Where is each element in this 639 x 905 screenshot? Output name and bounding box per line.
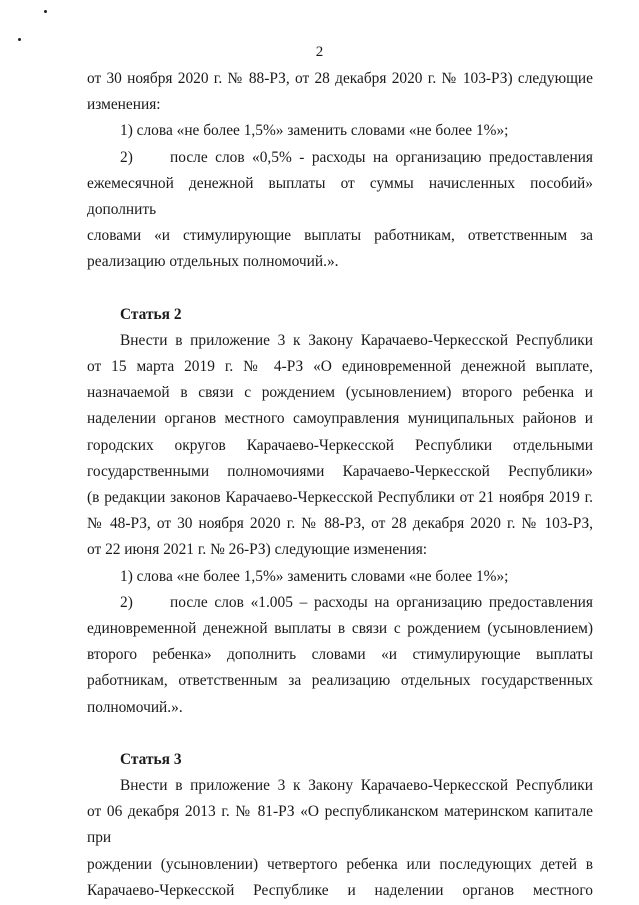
text-line: единовременной денежной выплаты в связи с рождением (усыновлением)	[87, 620, 593, 638]
text-line: назначаемой в связи с рождением (усыновлением) второго ребенка и	[87, 384, 593, 402]
text-line: работникам, ответственным за реализацию отдельных государственных	[87, 672, 593, 690]
text-line: полномочий.».	[87, 698, 183, 716]
page-number: 2	[315, 44, 324, 60]
text-line: (в редакции законов Карачаево-Черкесской Республики от 21 ноября 2019 г.	[87, 489, 593, 507]
document-body	[87, 66, 593, 904]
list-item: 1) слова «не более 1,5%» заменить словами «не более 1%»;	[120, 567, 509, 585]
text-line: Карачаево-Черкесской Республике и наделении органов местного	[87, 881, 593, 899]
list-item	[87, 145, 593, 171]
list-item-text: после слов «0,5% - расходы на организацию предоставления	[170, 148, 593, 166]
text-line: наделении органов местного самоуправления муниципальных районов и	[87, 410, 593, 428]
text-line: Внести в приложение 3 к Закону Карачаево-Черкесской Республики	[120, 777, 593, 795]
text-line: от 15 марта 2019 г. № 4-РЗ «О единовременной денежной выплате,	[87, 358, 593, 376]
text-line: реализацию отдельных полномочий.».	[87, 253, 339, 271]
article-heading: Статья 3	[120, 750, 182, 768]
text-line: № 48-РЗ, от 30 ноября 2020 г. № 88-РЗ, от 28 декабря 2020 г. № 103-РЗ,	[87, 515, 593, 533]
list-item-number: 2)	[120, 148, 133, 166]
text-line: изменения:	[87, 96, 161, 114]
text-line: Внести в приложение 3 к Закону Карачаево-Черкесской Республики	[120, 331, 593, 349]
text-line: городских округов Карачаево-Черкесской Республики отдельными	[87, 436, 593, 454]
text-line: словами «и стимулирующие выплаты работникам, ответственным за	[87, 227, 593, 245]
list-item	[87, 590, 593, 616]
scan-speck	[18, 38, 21, 41]
text-line: государственными полномочиями Карачаево-Черкесской Республики»	[87, 462, 593, 480]
list-item-text: после слов «1.005 – расходы на организацию предоставления	[170, 593, 593, 611]
text-line: от 22 июня 2021 г. № 26-РЗ) следующие изменения:	[87, 541, 428, 559]
text-line: ежемесячной денежной выплаты от суммы начисленных пособий» дополнить	[87, 174, 593, 219]
text-line: от 30 ноября 2020 г. № 88-РЗ, от 28 декабря 2020 г. № 103-РЗ) следующие	[87, 70, 593, 87]
text-line: второго ребенка» дополнить словами «и стимулирующие выплаты	[87, 646, 593, 664]
article-heading: Статья 2	[120, 305, 182, 323]
text-line: рождении (усыновлении) четвертого ребенка или последующих детей в	[87, 855, 593, 873]
text-line: от 06 декабря 2013 г. № 81-РЗ «О республиканском материнском капитале при	[87, 803, 593, 847]
scan-speck	[44, 10, 47, 13]
list-item-number: 2)	[120, 593, 133, 611]
list-item: 1) слова «не более 1,5%» заменить словами «не более 1%»;	[120, 122, 509, 140]
